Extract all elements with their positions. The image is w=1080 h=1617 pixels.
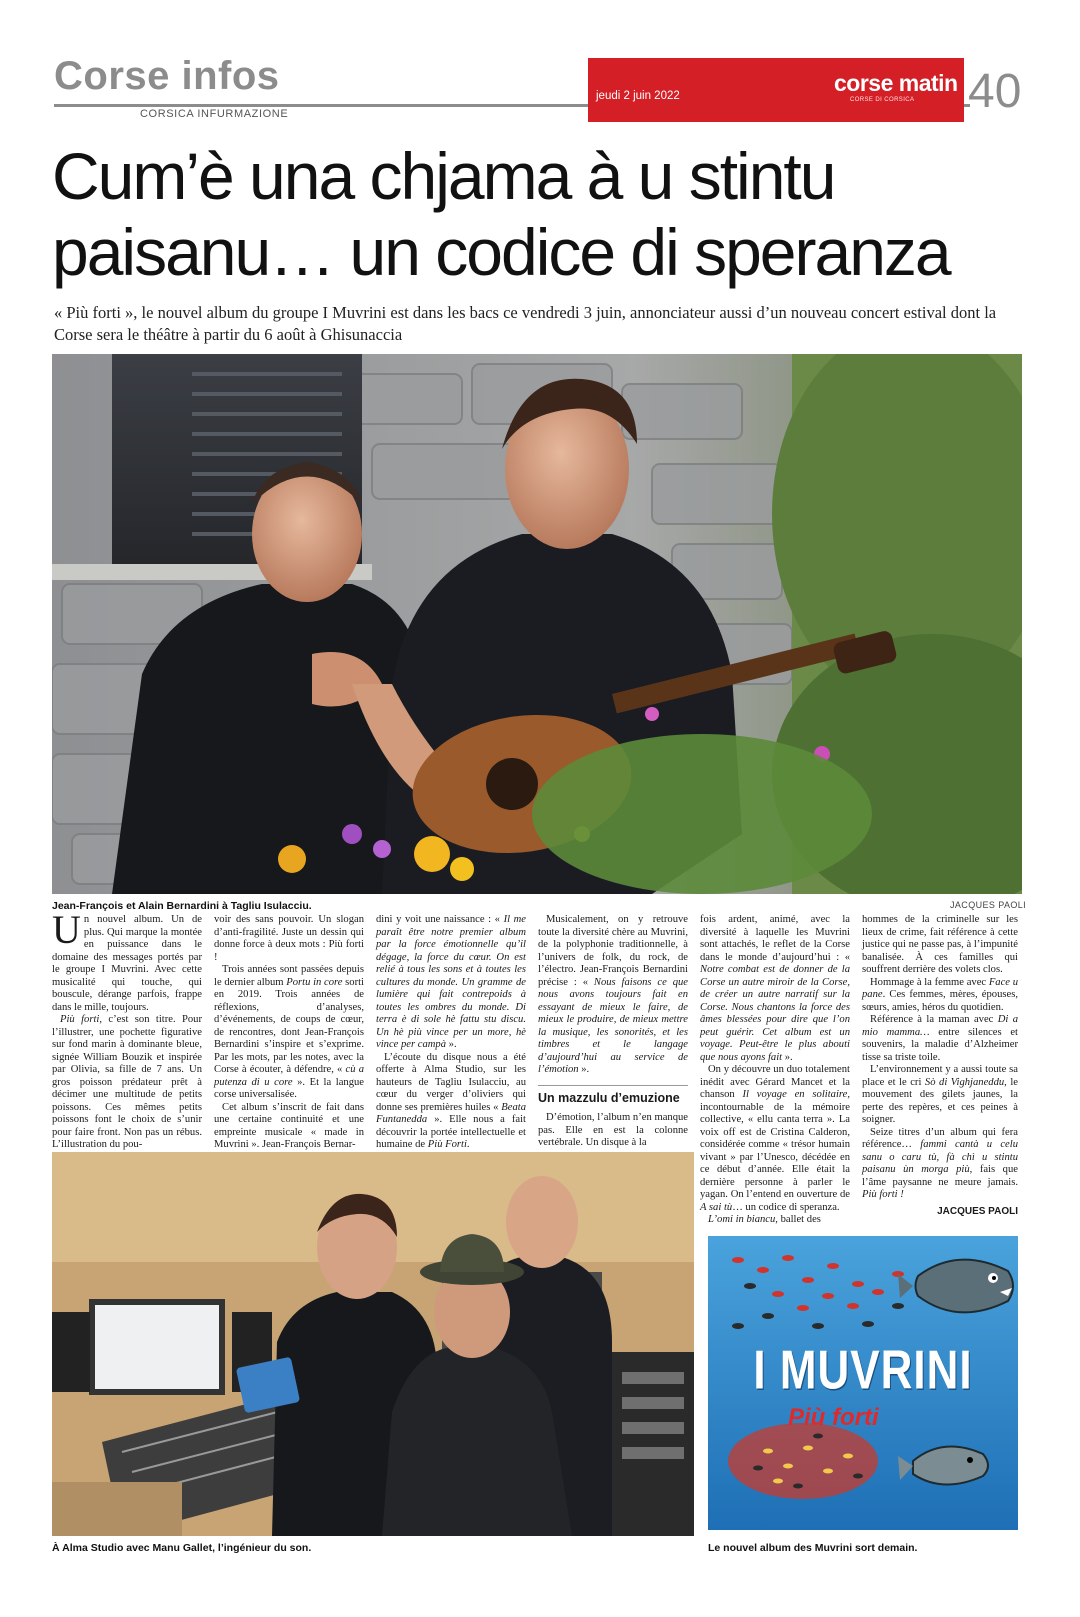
drop-cap: U: [52, 907, 81, 952]
album-cover: [708, 1236, 1018, 1530]
album-title: Più forti: [788, 1404, 879, 1431]
page-number: 40: [968, 65, 1022, 118]
main-photo: [52, 354, 1022, 894]
studio-photo-caption: À Alma Studio avec Manu Gallet, l’ingénieur du son.: [52, 1542, 312, 1554]
article-column-4: Musicalement, on y retrouve toute la diversité chère au Muvrini, de la polyphonie traditionnelle, à l’univers de folk, du rock, de l’électro. Jean-François Bernardini précise : « Nous faisons ce que nous avons toujours fait en essayant de mieux le faire, de mieux le produire, de mieux mettre la musique, les sonorités, et les timbres et le langage d’aujourd’hui au service de l’émotion ». Un mazzulu d’emuzione D’émotion, l’album n’en manque pas. Elle en est la colonne vertébrale. Un disque à la: [538, 914, 689, 1148]
studio-photo: [52, 1152, 694, 1536]
article-column-3: dini y voit une naissance : « Il me paraît être notre premier album par la force émotionnelle qu’il dégage, la force du cœur. On est relié à tous les sons et à toutes les cultures du monde. Un gramme de lumière qui fait contrepoids à toutes les ombres du monde. Di terra è di sole hè fattu stu discu. Un hè più vince per un more, hè vince per campà ». L’écoute du disque nous a été offerte à Alma Studio, sur les hauteurs de Tagliu Isulacciu, au cœur du verger d’oliviers qui donne ses premières huiles « Beata Funtanedda ». Elle nous a fait découvrir la portée intellectuelle et humaine de Più Forti.: [376, 914, 526, 1150]
headline: [52, 138, 1052, 290]
headline-line-1: Cum’è una chjama à u stintu: [52, 139, 835, 213]
article-column-5: fois ardent, animé, avec la diversité à laquelle les Muvrini sont attachés, le reflet de la Corse dans le monde d’aujourd’hui : « Notre combat est de donner de la Corse un autre miroir de la Corse, de créer un autre narratif sur la Corse. Nous chantons la force des âmes blessées pour dire que l’on peut guérir. Cet album est un voyage. Peut-être le plus abouti que nous ayons fait ». On y découvre un duo totalement inédit avec Gérard Mancet et la chanson Il voyage en solitaire, incontournable de la mémoire collective, « ellu canta terra ». La voix off est de Cristina Calderon, considérée comme « trésor humain vivant » par l’Unesco, décédée en ce début d’année. Elle était la dernière personne à parler le yagan. On l’entend en ouverture de A sai tù… un codice di speranza. L’omi in biancu, ballet des: [700, 914, 850, 1225]
article-column-1: Un nouvel album. Un de plus. Qui marque la montée en puissance dans le domaine des messages portés par le groupe I Muvrini. Avec cette musicalité qui touche, qui bouscule, dérange parfois, frappe dans le mille, toujours. Più forti, c’est son titre. Pour l’illustrer, une pochette figurative sur fond marin à dominante bleue, signée William Bouzik et inspirée par Olivia, sa fille de 7 ans. Un gros poisson prédateur prêt à décimer une multitude de petits poissons. Ces mêmes petits poissons font le choix de s’unir pour faire front. Non pas un rébus. L’illustration du pou-: [52, 907, 202, 1150]
section-title: Corse infos: [54, 54, 280, 98]
section-subtitle: CORSICA INFURMAZIONE: [140, 108, 289, 120]
newspaper-logo-sub: CORSE DI CORSICA: [850, 97, 915, 103]
issue-date: jeudi 2 juin 2022: [596, 90, 680, 102]
standfirst: « Più forti », le nouvel album du groupe I Muvrini est dans les bacs ce vendredi 3 juin, annonciateur aussi d’un nouveau concert estival dont la Corse sera le théâtre à partir du 6 août à Ghisunaccia: [54, 303, 997, 344]
album-caption: Le nouvel album des Muvrini sort demain.: [708, 1542, 918, 1554]
headline-line-2: paisanu… un codice di speranza: [52, 215, 950, 289]
main-photo-credit: JACQUES PAOLI: [950, 900, 1027, 910]
main-photo-caption: Jean-François et Alain Bernardini à Tagliu Isulacciu.: [52, 900, 312, 912]
byline: JACQUES PAOLI: [937, 1205, 1018, 1217]
article-column-6: hommes de la criminelle sur les lieux de crime, fait référence à cette justice qui ne passe pas, à l’impunité banalisée. À ces familles qui souffrent derrière des volets clos. Hommage à la femme avec Face u pane. Ces femmes, mères, épouses, sœurs, amies, héros du quotidien. Référence à la maman avec Di a mio mamma… entre silences et souvenirs, la maladie d’Alzheimer tisse sa triste toile. L’environnement y a aussi toute sa place et le cri Sò di Vighjaneddu, le mouvement des gilets jaunes, la perte des repères, et ces peines à soigner. Seize titres d’un album qui fera référence… fammi cantà u celu sanu o caru tù, fà chì u stintu paisanu ùn morga più, fais que l’âme paysanne ne meure jamais. Più forti ! JACQUES PAOLI: [862, 914, 1018, 1217]
newspaper-logo: corse matin: [834, 70, 958, 96]
album-band-name: I MUVRINI: [753, 1339, 973, 1401]
subheading: Un mazzulu d’emuzione: [538, 1085, 688, 1105]
article-column-2: voir des sans pouvoir. Un slogan d’anti-fragilité. Juste un dessin qui donne force à deux mots : Più forti ! Trois années sont passées depuis le dernier album Portu in core sorti en 2019. Trois années de réflexions, d’analyses, d’événements, de coups de cœur, de rencontres, dont Jean-François Bernardini s’inspire et s’exprime. Par les mots, par les notes, avec la Corse à écouter, à défendre, « cù a putenza di u core ». Et la langue corse universalisée. Cet album s’inscrit de fait dans une certaine continuité et une empreinte musicale « made in Muvrini ». Jean-François Bernar-: [214, 914, 364, 1150]
